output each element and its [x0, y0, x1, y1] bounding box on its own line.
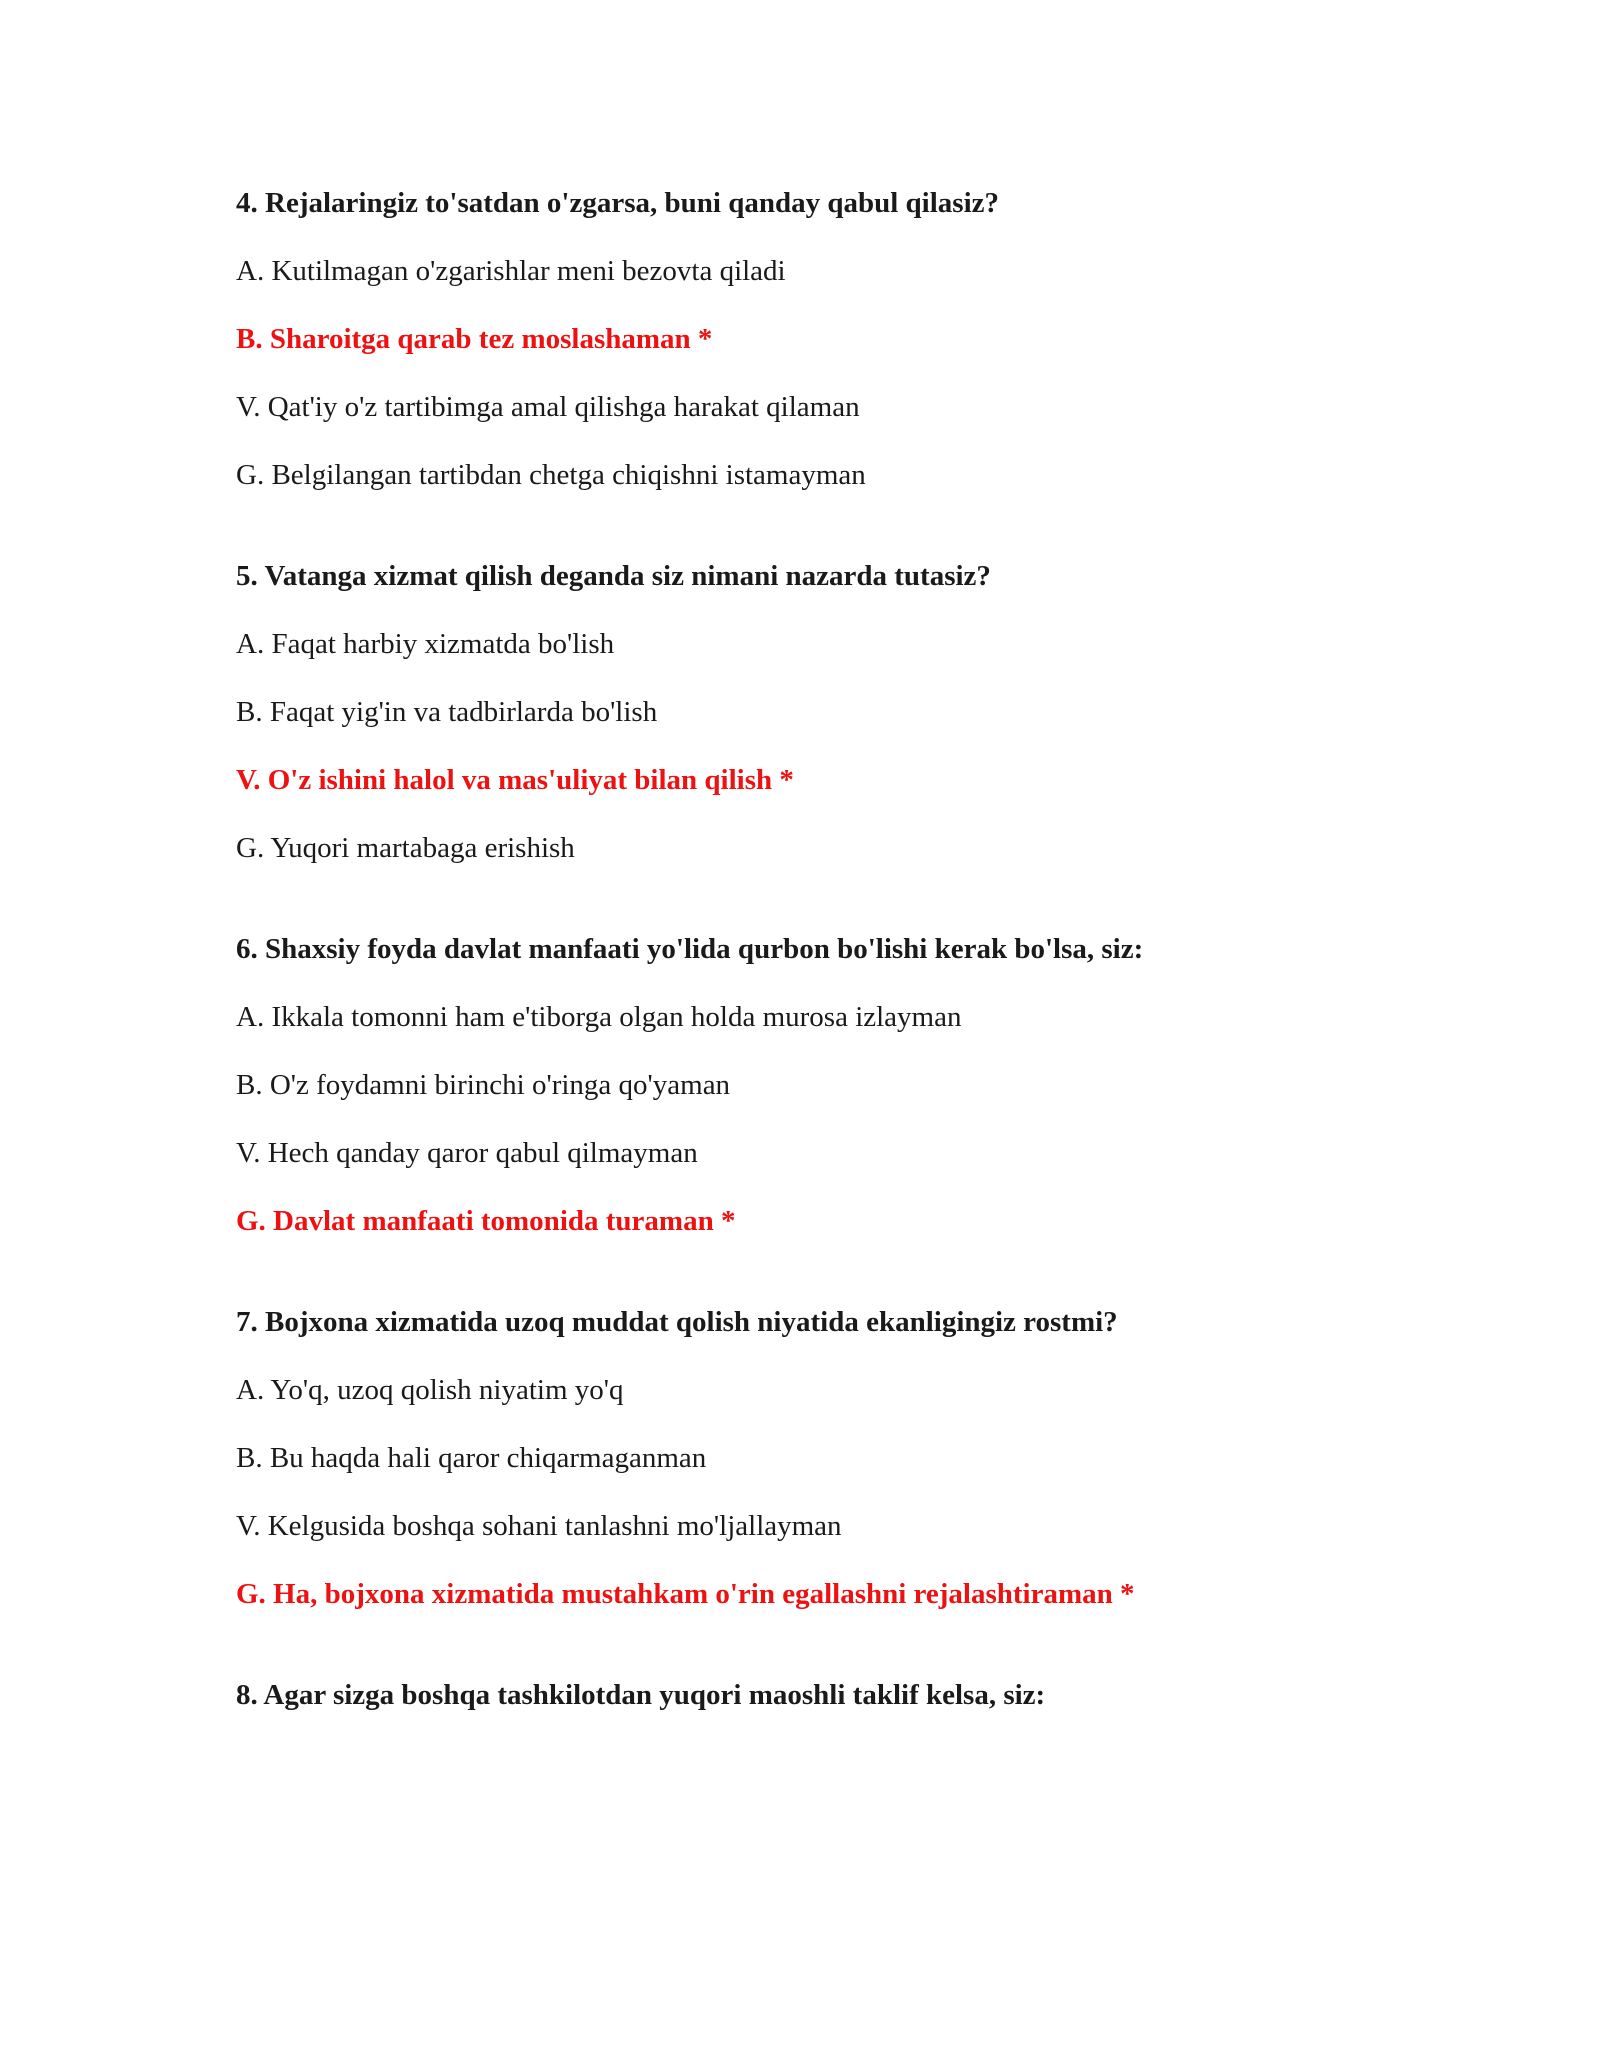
answer-option-b-correct: B. Sharoitga qarab tez moslashaman *	[236, 323, 713, 355]
answer-option-g: G. Belgilangan tartibdan chetga chiqishni istamayman	[236, 459, 866, 491]
answer-option-b: B. O'z foydamni birinchi o'ringa qo'yaman	[236, 1069, 731, 1101]
question-title: 4. Rejalaringiz to'satdan o'zgarsa, buni qanday qabul qilasiz?	[236, 187, 999, 219]
answer-option-g-correct: G. Davlat manfaati tomonida turaman *	[236, 1205, 736, 1237]
answer-option-a: A. Faqat harbiy xizmatda bo'lish	[236, 628, 615, 660]
answer-option-b: B. Bu haqda hali qaror chiqarmaganman	[236, 1442, 707, 1474]
answer-option-b: B. Faqat yig'in va tadbirlarda bo'lish	[236, 696, 658, 728]
answer-option-v: V. Qat'iy o'z tartibimga amal qilishga harakat qilaman	[236, 391, 860, 423]
quiz-content	[236, 186, 1436, 1746]
question-5	[236, 559, 1436, 865]
question-title: 5. Vatanga xizmat qilish deganda siz nimani nazarda tutasiz?	[236, 560, 991, 592]
question-6	[236, 932, 1436, 1238]
question-4	[236, 186, 1436, 492]
answer-option-v: V. Hech qanday qaror qabul qilmayman	[236, 1137, 698, 1169]
question-title: 8. Agar sizga boshqa tashkilotdan yuqori maoshli taklif kelsa, siz:	[236, 1679, 1046, 1711]
answer-option-a: A. Ikkala tomonni ham e'tiborga olgan holda murosa izlayman	[236, 1001, 962, 1033]
answer-option-v: V. Kelgusida boshqa sohani tanlashni mo'ljallayman	[236, 1510, 842, 1542]
question-8	[236, 1678, 1436, 1712]
answer-option-g: G. Yuqori martabaga erishish	[236, 832, 575, 864]
question-7	[236, 1305, 1436, 1611]
answer-option-v-correct: V. O'z ishini halol va mas'uliyat bilan qilish *	[236, 764, 794, 796]
question-title: 7. Bojxona xizmatida uzoq muddat qolish niyatida ekanligingiz rostmi?	[236, 1306, 1118, 1338]
answer-option-g-correct: G. Ha, bojxona xizmatida mustahkam o'rin egallashni rejalashtiraman *	[236, 1578, 1135, 1610]
answer-option-a: A. Yo'q, uzoq qolish niyatim yo'q	[236, 1374, 624, 1406]
question-title: 6. Shaxsiy foyda davlat manfaati yo'lida qurbon bo'lishi kerak bo'lsa, siz:	[236, 933, 1144, 965]
answer-option-a: A. Kutilmagan o'zgarishlar meni bezovta qiladi	[236, 255, 786, 287]
